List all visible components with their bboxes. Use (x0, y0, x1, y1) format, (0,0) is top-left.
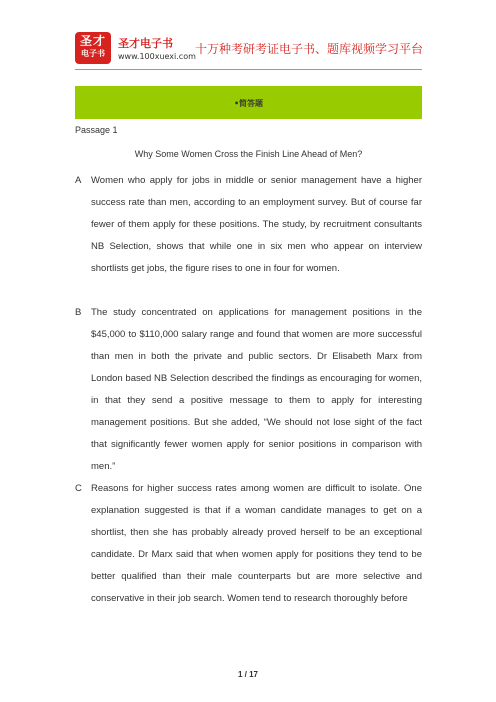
header-divider (75, 69, 422, 70)
paragraph-text: Reasons for higher success rates among women are difficult to isolate. One explanation suggested is that if a woman candidate manages to get on a shortlist, then she has probably already proved herself to be an exceptional candidate. Dr Marx said that when women apply for positions they tend to be better qualified than their male counterparts but are more selective and conservative in their job search. Women tend to research thoroughly before (91, 483, 422, 604)
brand-name: 圣才电子书 (118, 37, 173, 50)
logo-text-top: 圣才 (79, 34, 106, 48)
paragraph-letter: A (75, 175, 82, 186)
section-label: •简答题 (233, 99, 264, 108)
paragraph-b (75, 302, 422, 478)
page-header (75, 32, 422, 68)
paragraph-letter: B (75, 307, 82, 318)
paragraph-text: The study concentrated on applications for management positions in the $45,000 to $110,000 salary range and found that women are more successful than men in both the private and public sectors. Dr Elisabeth Marx from London based NB Selection described the findings as encouraging for women, in that they send a positive message to them to apply for interesting management positions. But she added, “We should not lose sight of the fact that significantly fewer women apply for senior positions in comparison with men.” (91, 307, 422, 472)
header-tagline: 十万种考研考证电子书、题库视频学习平台 (195, 42, 424, 56)
paragraph-text: Women who apply for jobs in middle or senior management have a higher success rate than men, according to an employment survey. But of course far fewer of them apply for these positions. The study, by recruitment consultants NB Selection, shows that while one in six men who appear on interview shortlists get jobs, the figure rises to one in four for women. (91, 175, 422, 274)
passage-title: Why Some Women Cross the Finish Line Ahead of Men? (134, 149, 363, 159)
paragraph-letter: C (75, 483, 82, 494)
brand-url[interactable]: www.100xuexi.com (118, 52, 196, 61)
section-banner (75, 86, 422, 119)
paragraph-c (75, 478, 422, 610)
page-number: 1 / 17 (237, 670, 258, 679)
logo-text-bottom: 电子书 (81, 49, 105, 58)
passage-label: Passage 1 (75, 125, 118, 135)
paragraph-a (75, 170, 422, 280)
brand-logo (75, 32, 111, 64)
